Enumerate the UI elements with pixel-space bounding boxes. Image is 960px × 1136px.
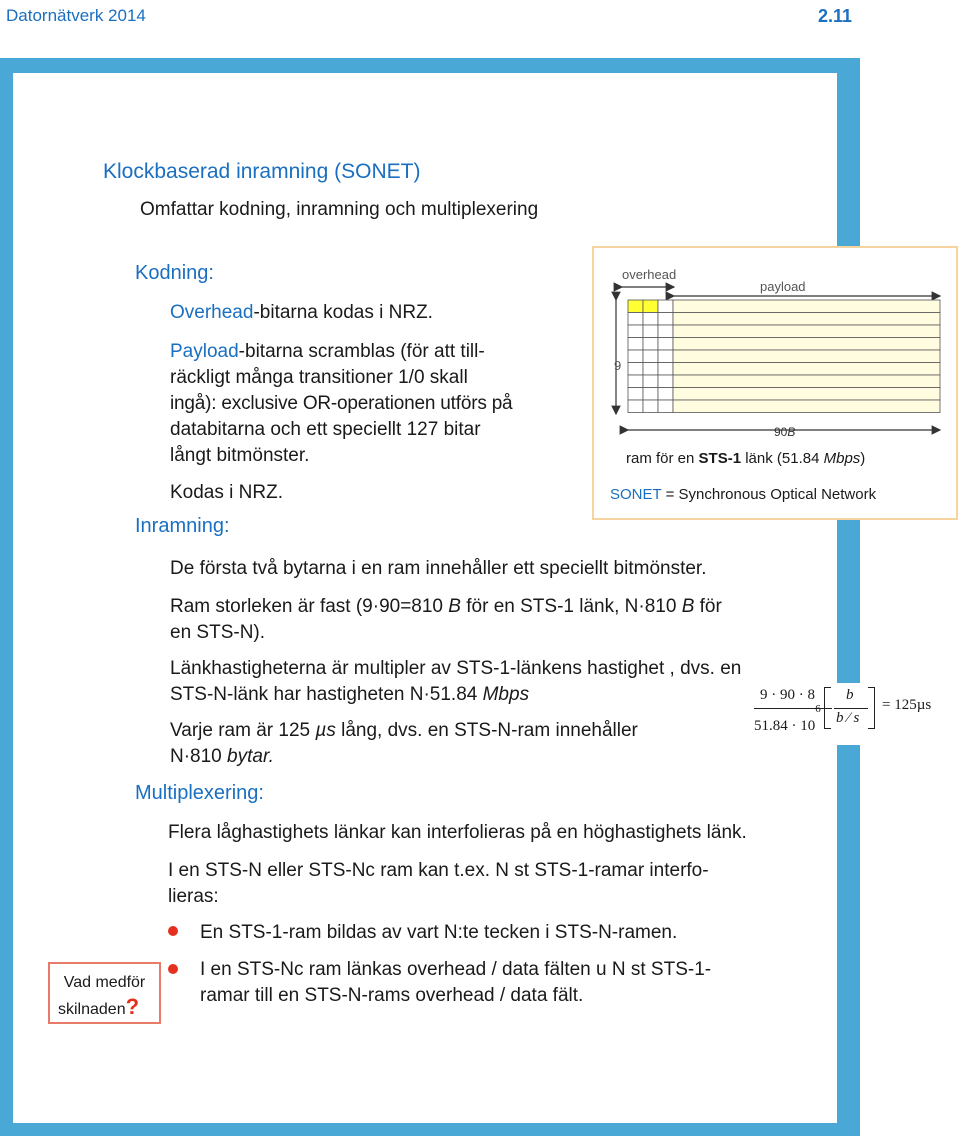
caption-sts1: STS-1 — [698, 450, 742, 467]
overhead-cell — [628, 350, 643, 363]
frame-line-1c: lång, dvs. en STS-N-ram innehåller — [335, 720, 638, 741]
size-part-a: Ram storleken är fast (9·90=810 — [170, 596, 449, 617]
overhead-cell — [643, 375, 658, 388]
payload-line-1: -bitarna scramblas (för att till- — [238, 341, 485, 362]
formula-left-bracket — [824, 687, 831, 729]
overhead-cell — [658, 375, 673, 388]
figure-caption — [626, 450, 865, 467]
heading-multiplexering-label: Multiplexering — [135, 782, 259, 804]
question-mark-icon: ? — [125, 994, 140, 1019]
overhead-cell — [658, 363, 673, 376]
overhead-cell — [643, 313, 658, 326]
multiplex-line-2b: lieras: — [168, 886, 219, 907]
inramning-frame-time — [170, 718, 638, 770]
multiplex-line-2 — [168, 858, 709, 910]
payload-row — [673, 325, 940, 338]
size-unit-2: B — [681, 596, 695, 617]
size-unit-1: B — [448, 596, 461, 617]
rows-label: 9 — [614, 358, 622, 373]
bullet-2-text — [200, 957, 711, 1009]
overhead-cell — [628, 400, 643, 413]
heading-multiplexering: Multiplexering: — [135, 782, 264, 804]
kodning-nrz: Kodas i NRZ. — [170, 482, 283, 503]
overhead-cell — [628, 388, 643, 401]
payload-term: Payload — [170, 341, 239, 362]
overhead-cell — [658, 350, 673, 363]
page-title: Klockbaserad inramning (SONET) — [103, 160, 421, 183]
formula-den-base: 51.84 · 10 — [754, 718, 816, 734]
slide-number: 2.11 — [818, 6, 853, 26]
heading-inramning-label: Inramning — [135, 515, 224, 537]
payload-row — [673, 338, 940, 351]
overhead-cell — [643, 338, 658, 351]
bullet-1-icon — [168, 926, 178, 936]
overhead-cell — [643, 350, 658, 363]
overhead-desc: -bitarna kodas i NRZ. — [253, 302, 433, 323]
width-label: 90B — [774, 425, 796, 439]
size-part-c: för en STS-1 länk, N·810 — [460, 596, 682, 617]
overhead-cell — [643, 400, 658, 413]
overhead-cell — [628, 325, 643, 338]
speed-line-1: Länkhastigheterna är multipler av STS-1-länkens hastighet , dvs. en — [170, 658, 742, 679]
inramning-speed — [170, 656, 741, 708]
question-line-1: Vad medför — [63, 974, 146, 991]
overhead-cell — [628, 338, 643, 351]
sonet-frame-figure — [592, 246, 958, 520]
bullet-2-line-1: I en STS-Nc ram länkas overhead / data fälten u N st STS-1- — [200, 959, 712, 980]
bullet-2-line-2: ramar till en STS-N-rams overhead / data fält. — [200, 985, 584, 1006]
bullet-2-icon — [168, 964, 178, 974]
overhead-cell — [628, 375, 643, 388]
caption-part-e: ) — [860, 450, 866, 467]
speed-line-2: STS-N-länk har hastigheten N·51.84 — [170, 684, 483, 705]
payload-line-2: räckligt många transitioner 1/0 skall — [170, 367, 468, 388]
formula-result: = 125µs — [882, 697, 932, 713]
frame-line-2a: N·810 — [170, 746, 228, 767]
course-title: Datornätverk 2014 — [6, 6, 146, 25]
payload-row — [673, 363, 940, 376]
question-line-2: skilnaden — [58, 1001, 126, 1018]
overhead-cell — [658, 300, 673, 313]
overhead-cell — [643, 325, 658, 338]
caption-unit: Mbps — [823, 450, 861, 467]
frame-time-formula — [730, 683, 960, 745]
heading-kodning-label: Kodning — [135, 262, 209, 284]
size-line-2: en STS-N). — [170, 622, 266, 643]
formula-den-exp: 6 — [815, 703, 821, 715]
page-subtitle: Omfattar kodning, inramning och multiplexering — [140, 199, 539, 220]
payload-label: payload — [760, 279, 806, 294]
overhead-cell — [658, 313, 673, 326]
payload-row — [673, 375, 940, 388]
sonet-def: = Synchronous Optical Network — [661, 486, 877, 503]
overhead-cell — [628, 300, 643, 313]
kodning-payload-text — [170, 339, 565, 469]
frame-unit: µs — [315, 720, 336, 741]
overhead-label: overhead — [622, 267, 677, 282]
bullet-1-text: En STS-1-ram bildas av vart N:te tecken i STS-N-ramen. — [200, 922, 678, 943]
inramning-size — [170, 594, 722, 646]
sonet-definition — [610, 486, 876, 503]
formula-numerator: 9 · 90 · 8 — [760, 687, 815, 703]
overhead-cell — [658, 338, 673, 351]
caption-part-a: ram för en — [626, 450, 699, 467]
size-part-e: för — [694, 596, 722, 617]
speed-unit: Mbps — [482, 684, 530, 705]
overhead-cell — [628, 363, 643, 376]
payload-row — [673, 313, 940, 326]
formula-denominator — [754, 703, 821, 735]
payload-line-3: ingå): exclusive OR-operationen utförs på — [170, 393, 513, 414]
caption-part-c: länk (51.84 — [741, 450, 824, 467]
overhead-term: Overhead — [170, 302, 254, 323]
overhead-cell — [643, 388, 658, 401]
inramning-pattern: De första två bytarna i en ram innehåller ett speciellt bitmönster. — [170, 558, 707, 579]
payload-row — [673, 400, 940, 413]
multiplex-line-2a: I en STS-N eller STS-Nc ram kan t.ex. N st STS-1-ramar interfo- — [168, 860, 709, 881]
overhead-cell — [643, 363, 658, 376]
heading-kodning: Kodning: — [135, 262, 214, 284]
payload-row — [673, 300, 940, 313]
frame-grid — [628, 300, 940, 413]
overhead-cell — [658, 388, 673, 401]
formula-unit-num: b — [846, 687, 854, 703]
overhead-cell — [628, 313, 643, 326]
formula-unit-den: b ⁄ s — [836, 710, 860, 726]
frame-line-2b: bytar. — [227, 746, 274, 767]
kodning-overhead-text — [170, 300, 433, 326]
sonet-term: SONET — [610, 486, 662, 503]
payload-line-4: databitarna och ett speciellt 127 bitar — [170, 419, 481, 440]
overhead-cell — [658, 325, 673, 338]
formula-right-bracket — [868, 687, 875, 729]
payload-line-5: långt bitmönster. — [170, 445, 310, 466]
sonet-frame-diagram — [594, 248, 956, 518]
multiplex-line-1: Flera låghastighets länkar kan interfolieras på en höghastighets länk. — [168, 822, 747, 843]
formula-unit-line — [834, 708, 868, 709]
payload-row — [673, 350, 940, 363]
question-box — [48, 962, 161, 1024]
overhead-cell — [658, 400, 673, 413]
heading-inramning: Inramning: — [135, 515, 230, 537]
payload-row — [673, 388, 940, 401]
frame-line-1a: Varje ram är 125 — [170, 720, 316, 741]
overhead-cell — [643, 300, 658, 313]
